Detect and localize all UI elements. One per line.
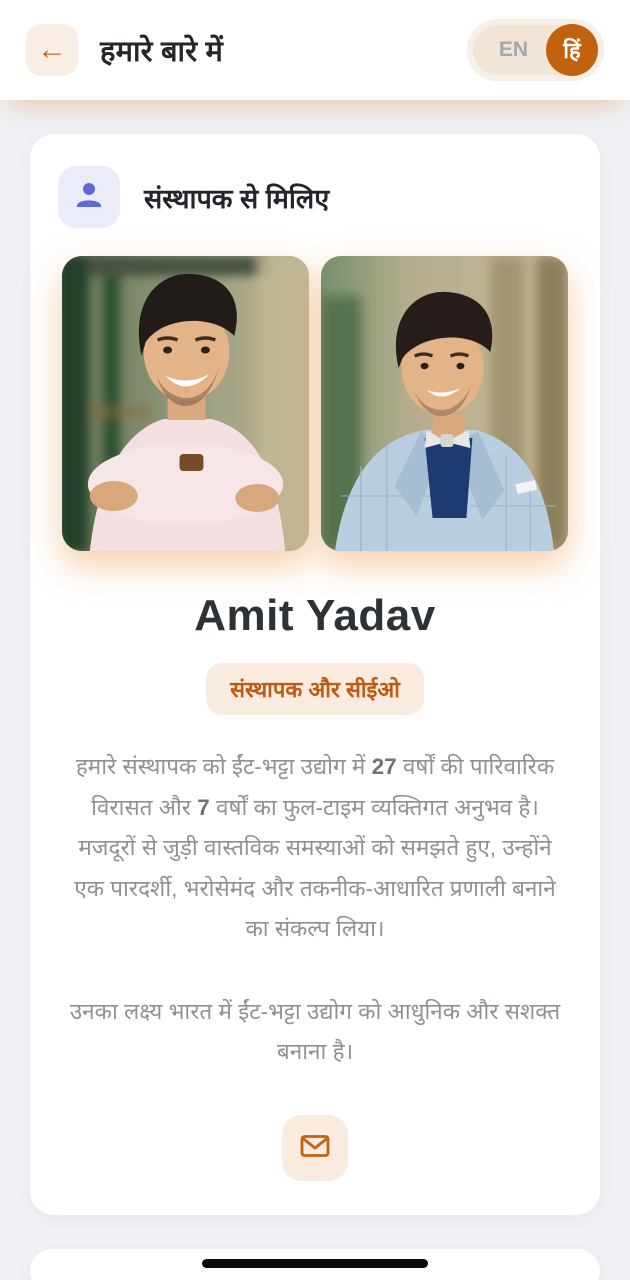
person-icon-tile	[58, 166, 120, 228]
language-toggle-track	[473, 25, 598, 75]
language-toggle[interactable]	[467, 19, 604, 81]
home-indicator[interactable]	[202, 1259, 428, 1268]
founder-goal: उनका लक्ष्य भारत में ईंट-भट्टा उद्योग को आधुनिक और सशक्त बनाना है।	[69, 998, 561, 1064]
language-option-hindi[interactable]: हिं	[546, 24, 598, 76]
email-button[interactable]	[282, 1115, 348, 1181]
app-header	[0, 0, 630, 100]
founder-name: Amit Yadav	[194, 591, 436, 640]
founder-photos	[62, 256, 568, 551]
page-title: हमारे बारे में	[100, 35, 224, 68]
founder-card	[30, 134, 600, 1215]
founder-card-header	[58, 166, 572, 228]
person-icon	[72, 178, 106, 217]
founder-photo-2	[321, 256, 568, 551]
section-title: संस्थापक से मिलिए	[144, 183, 330, 214]
founder-photo-1	[62, 256, 309, 551]
founder-bio: हमारे संस्थापक को ईंट-भट्टा उद्योग में 27 वर्षों की पारिवारिक विरासत और 7 वर्षों का फुल-टाइम व्यक्तिगत अनुभव है। मजदूरों से जुड़ी वास्तविक समस्याओं को समझते हुए, उन्होंने एक पारदर्शी, भरोसेमंद और तकनीक-आधारित प्रणाली बनाने का संकल्प लिया।	[74, 754, 556, 941]
envelope-icon	[298, 1129, 332, 1166]
role-badge: संस्थापक और सीईओ	[206, 663, 424, 715]
language-option-en[interactable]: EN	[498, 38, 528, 61]
back-button[interactable]	[26, 24, 78, 76]
page-content	[0, 100, 630, 1280]
arrow-left-icon: ←	[37, 33, 67, 66]
contact-row	[58, 1115, 572, 1187]
role-badge-row	[58, 663, 572, 715]
